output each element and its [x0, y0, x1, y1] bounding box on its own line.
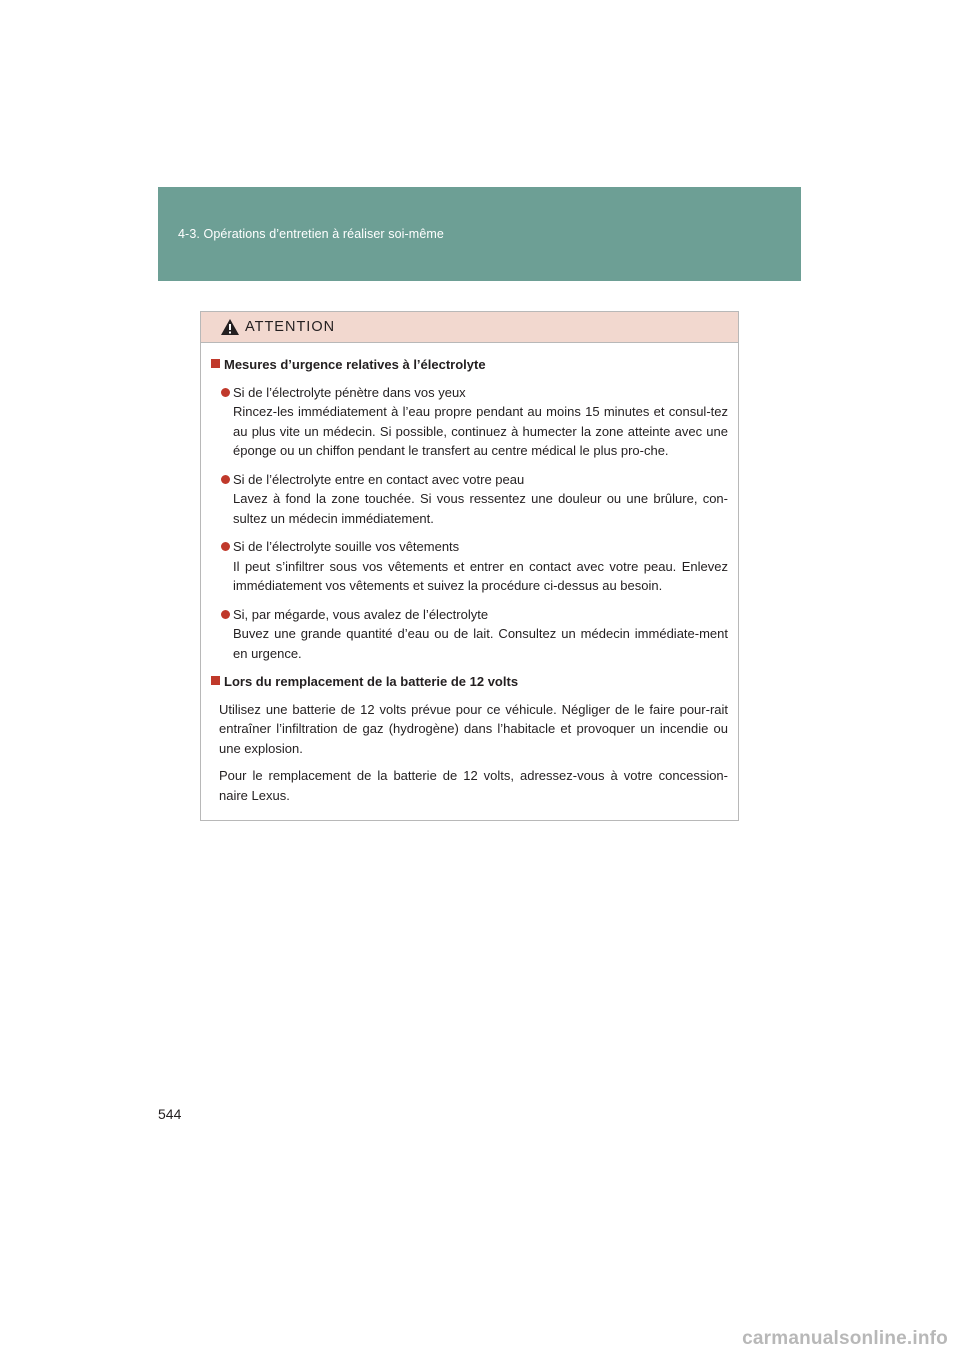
list-item: [201, 470, 738, 529]
section-header-band: [158, 187, 801, 281]
warning-label: ATTENTION: [245, 319, 336, 335]
square-bullet-icon: [211, 359, 220, 368]
item-body: Il peut s’infiltrer sous vos vêtements et entrer en contact avec votre peau. Enlevez immédiatement vos vêtements et suivez la procédure ci-dessus au besoin.: [233, 558, 728, 593]
round-bullet-icon: [221, 388, 230, 397]
watermark: carmanualsonline.info: [742, 1328, 948, 1349]
square-bullet-icon: [211, 676, 220, 685]
paragraph: Pour le remplacement de la batterie de 12 volts, adressez-vous à votre concession-naire Lexus.: [219, 768, 728, 803]
paragraph: Utilisez une batterie de 12 volts prévue pour ce véhicule. Négliger de le faire pour-rait entraîner l’infiltration de gaz (hydrogène) dans l’habitacle et provoquer un incendie ou une explosion.: [219, 701, 728, 756]
section-heading-battery: [201, 672, 738, 692]
warning-header: [201, 312, 738, 343]
warning-box: [200, 311, 739, 821]
list-item: [201, 605, 738, 664]
item-heading: Si de l’électrolyte pénètre dans vos yeux: [233, 384, 466, 400]
item-heading: Si de l’électrolyte entre en contact avec votre peau: [233, 471, 525, 487]
item-body: Buvez une grande quantité d’eau ou de lait. Consultez un médecin immédiate-ment en urgence.: [233, 626, 728, 661]
list-item: [201, 383, 738, 461]
section-heading-text: Lors du remplacement de la batterie de 12 volts: [224, 674, 519, 689]
warning-body: [201, 343, 738, 805]
section-heading-electrolyte: [201, 355, 738, 375]
warning-triangle-icon: [220, 318, 240, 336]
section-heading-text: Mesures d’urgence relatives à l’électrolyte: [224, 357, 486, 372]
round-bullet-icon: [221, 475, 230, 484]
round-bullet-icon: [221, 542, 230, 551]
list-item: [201, 537, 738, 596]
round-bullet-icon: [221, 610, 230, 619]
page-number: 544: [158, 1106, 182, 1122]
item-body: Rincez-les immédiatement à l’eau propre pendant au moins 15 minutes et consul-tez au plus vite un médecin. Si possible, continuez à humecter la zone atteinte avec une éponge ou un chiffon pendant le transfert au centre médical le plus pro-che.: [233, 404, 728, 458]
item-heading: Si, par mégarde, vous avalez de l’électrolyte: [233, 606, 489, 622]
item-heading: Si de l’électrolyte souille vos vêtements: [233, 539, 460, 554]
section-title: 4-3. Opérations d’entretien à réaliser soi-même: [178, 227, 444, 241]
item-body: Lavez à fond la zone touchée. Si vous ressentez une douleur ou une brûlure, con-sultez un médecin immédiatement.: [233, 491, 728, 526]
